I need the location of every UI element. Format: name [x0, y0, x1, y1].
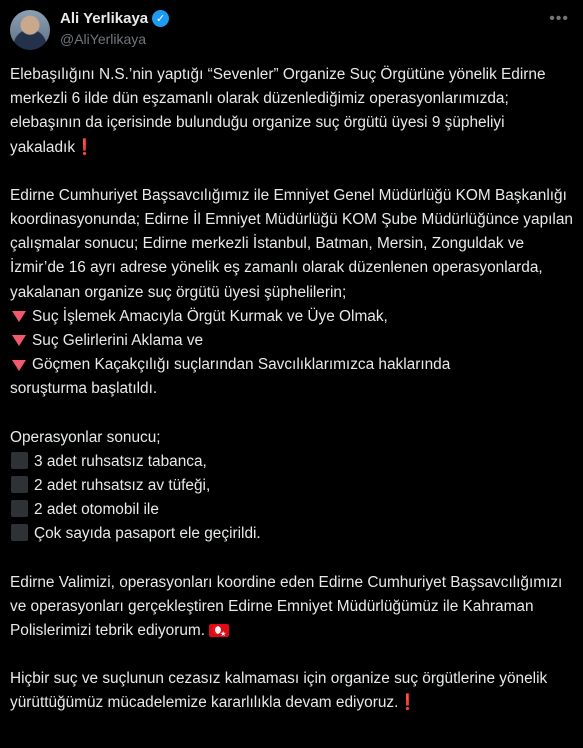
verified-badge-icon: ✓ — [152, 10, 169, 27]
result-item — [10, 498, 575, 522]
result-text: 2 adet otomobil ile — [34, 501, 159, 519]
paragraph-5-text: Hiçbir suç ve suçlunun cezasız kalmaması için organize suç örgütlerine yönelik yürüttüğümüz mücadelemize kararlılıkla devam ediyoruz. — [10, 670, 548, 712]
result-text: Çok sayıda pasaport ele geçirildi. — [34, 525, 261, 543]
tweet-header — [0, 0, 583, 60]
result-text: 2 adet ruhsatsız av tüfeği, — [34, 477, 211, 495]
red-triangle-icon — [12, 311, 26, 322]
result-item — [10, 474, 575, 498]
black-square-icon — [11, 452, 28, 469]
results-title: Operasyonlar sonucu; — [10, 428, 161, 446]
red-triangle-icon — [12, 335, 26, 346]
charge-item — [10, 329, 575, 353]
red-triangle-icon — [12, 360, 26, 371]
charge-item — [10, 305, 575, 329]
black-square-icon — [11, 476, 28, 493]
exclamation-icon: ❗ — [398, 694, 418, 712]
avatar[interactable] — [10, 10, 50, 50]
more-options-icon[interactable]: ••• — [549, 10, 569, 27]
paragraph-4-text: Edirne Valimizi, operasyonları koordine eden Edirne Cumhuriyet Başsavcılığımızı ve operasyonları gerçekleştiren Edirne Emniyet Müdürlüğümüz ile Kahraman Polislerimizi tebrik ediyorum. — [10, 573, 563, 640]
charge-text: Suç İşlemek Amacıyla Örgüt Kurmak ve Üye Olmak, — [32, 307, 388, 325]
tweet-text — [10, 63, 575, 716]
paragraph-4 — [10, 571, 575, 644]
result-text: 3 adet ruhsatsız tabanca, — [34, 452, 207, 470]
paragraph-1-text: Elebaşılığını N.S.’nin yaptığı “Sevenler” Organize Suç Örgütüne yönelik Edirne merkezli 6 ilde dün eşzamanlı olarak düzenlediğimiz operasyonlarımızda; elebaşının da içerisinde bulunduğu organize suç örgütü üyesi 9 şüpheliyi yakaladık — [10, 66, 546, 156]
author-handle[interactable]: @AliYerlikaya — [60, 31, 147, 47]
result-item — [10, 522, 575, 546]
author-name-row — [60, 10, 169, 27]
author-name[interactable]: Ali Yerlikaya — [60, 10, 149, 27]
black-square-icon — [11, 524, 28, 541]
charge-item — [10, 353, 575, 377]
paragraph-1 — [10, 63, 575, 160]
charge-text: Göçmen Kaçakçılığı suçlarından Savcılıklarımızca haklarında — [32, 356, 451, 374]
turkey-flag-icon — [209, 624, 229, 637]
result-item — [10, 450, 575, 474]
paragraph-2: Edirne Cumhuriyet Başsavcılığımız ile Emniyet Genel Müdürlüğü KOM Başkanlığı koordinasyonunda; Edirne İl Emniyet Müdürlüğü KOM Şube Müdürlüğünce yapılan çalışmalar sonucu; Edirne merkezli İstanbul, Batman, Mersin, Zonguldak ve İzmir’de 16 ayrı adrese yönelik eş zamanlı olarak düzenlenen operasyonlarda, yakalanan organize suç örgütü üyesi şüphelilerin; — [10, 186, 573, 301]
paragraph-5 — [10, 667, 575, 715]
exclamation-icon: ❗ — [75, 138, 95, 156]
charges-tail: soruşturma başlatıldı. — [10, 380, 158, 398]
black-square-icon — [11, 500, 28, 517]
charge-text: Suç Gelirlerini Aklama ve — [32, 332, 204, 350]
